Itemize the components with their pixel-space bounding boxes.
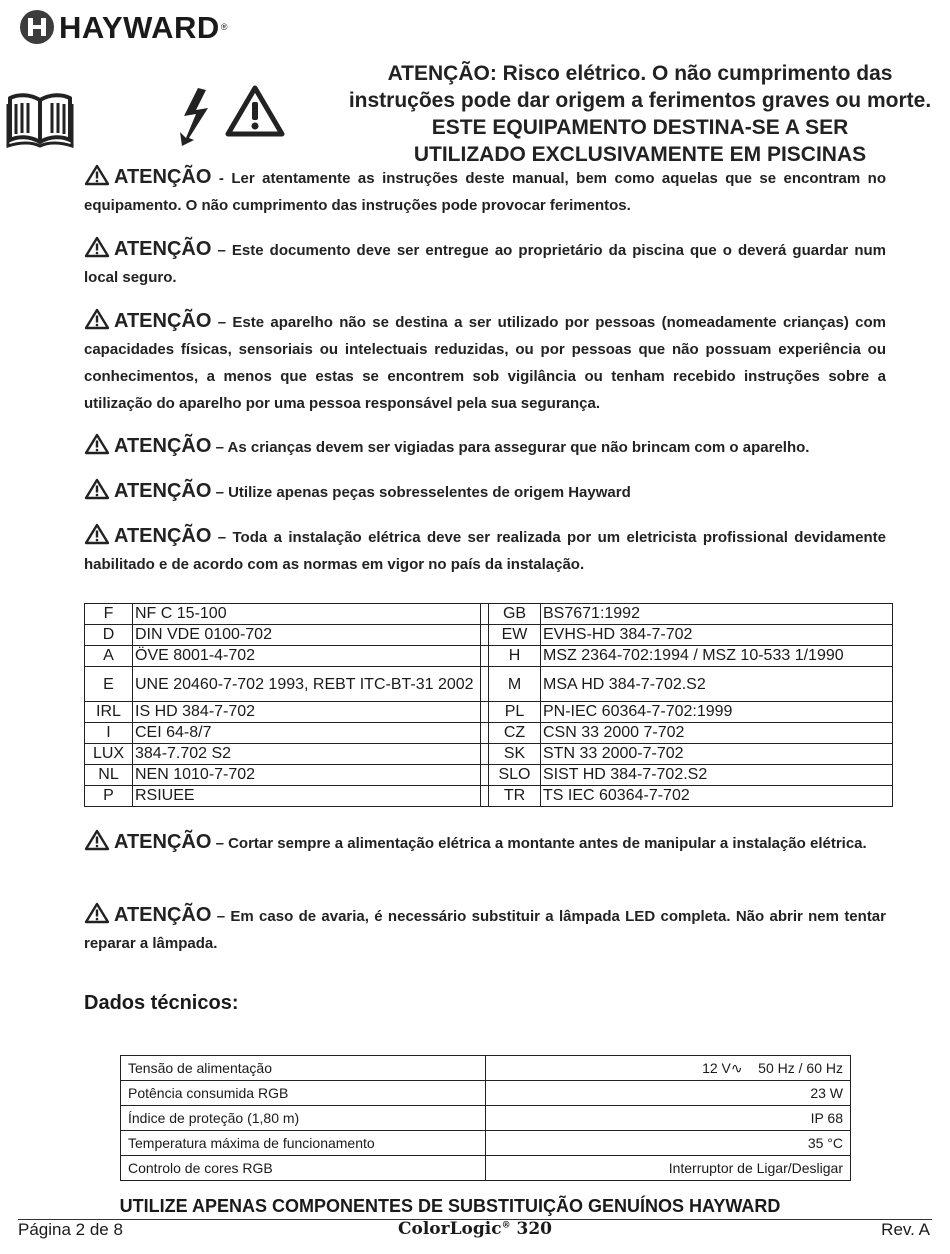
- tech-param: Tensão de alimentação: [121, 1056, 486, 1081]
- standard-ref: RSIUEE: [133, 786, 481, 807]
- standard-ref: CEI 64-8/7: [133, 723, 481, 744]
- tech-param: Índice de proteção (1,80 m): [121, 1106, 486, 1131]
- warning-lead: ATENÇÃO: [114, 310, 212, 332]
- tech-table: [120, 1055, 851, 1181]
- standard-ref: BS7671:1992: [541, 604, 893, 625]
- tech-value: 23 W: [486, 1081, 851, 1106]
- table-gap: [481, 667, 489, 702]
- country-code: D: [85, 625, 133, 646]
- warning-text: – Este documento deve ser entregue ao proprietário da piscina que o deverá guardar num local seguro.: [84, 242, 886, 286]
- warning-paragraph: [84, 829, 886, 857]
- table-row: [85, 765, 893, 786]
- tech-value: IP 68: [486, 1106, 851, 1131]
- warning-triangle-icon: [84, 478, 110, 500]
- standard-ref: MSZ 2364-702:1994 / MSZ 10-533 1/1990: [541, 646, 893, 667]
- country-code: P: [85, 786, 133, 807]
- table-row: [85, 702, 893, 723]
- electric-bolt-icon: [176, 86, 216, 148]
- warning-lead: ATENÇÃO: [114, 435, 212, 457]
- country-code: GB: [489, 604, 541, 625]
- warning-text: – As crianças devem ser vigiadas para assegurar que não brincam com o aparelho.: [211, 439, 810, 456]
- country-code: E: [85, 667, 133, 702]
- warning-text: – Este aparelho não se destina a ser utilizado por pessoas (nomeadamente crianças) com capacidades físicas, sensoriais ou intelectuais reduzidas, ou por pessoas que não possuam experiência ou conhecimentos, a menos que estas se encontrem sob vigilância ou tenham recebido instruções sobre a utilização do aparelho por uma pessoa responsável pela sua segurança.: [84, 314, 886, 412]
- country-code: CZ: [489, 723, 541, 744]
- country-code: TR: [489, 786, 541, 807]
- country-code: LUX: [85, 744, 133, 765]
- table-row: [121, 1106, 851, 1131]
- standard-ref: NEN 1010-7-702: [133, 765, 481, 786]
- warning-paragraph: [84, 902, 886, 957]
- tech-value: 35 °C: [486, 1131, 851, 1156]
- tech-heading: Dados técnicos:: [84, 992, 239, 1014]
- country-code: H: [489, 646, 541, 667]
- table-gap: [481, 744, 489, 765]
- revision: Rev. A: [881, 1220, 930, 1239]
- country-code: SK: [489, 744, 541, 765]
- country-code: SLO: [489, 765, 541, 786]
- warning-paragraph: [84, 236, 886, 291]
- table-gap: [481, 625, 489, 646]
- tech-value: Interruptor de Ligar/Desligar: [486, 1156, 851, 1181]
- warning-triangle-icon: [84, 308, 110, 330]
- standard-ref: DIN VDE 0100-702: [133, 625, 481, 646]
- table-row: [85, 604, 893, 625]
- warning-text: – Cortar sempre a alimentação elétrica a montante antes de manipular a instalação elétrica.: [211, 835, 867, 852]
- warning-triangle-icon: [84, 902, 110, 924]
- manual-book-icon: [6, 90, 74, 148]
- warning-lead: ATENÇÃO: [114, 480, 212, 502]
- table-row: [85, 744, 893, 765]
- standard-ref: MSA HD 384-7-702.S2: [541, 667, 893, 702]
- table-gap: [481, 723, 489, 744]
- standard-ref: TS IEC 60364-7-702: [541, 786, 893, 807]
- warning-triangle-icon: [224, 84, 286, 138]
- product-model: 320: [510, 1219, 553, 1239]
- country-code: F: [85, 604, 133, 625]
- warning-triangle-icon: [84, 236, 110, 258]
- standard-ref: PN-IEC 60364-7-702:1999: [541, 702, 893, 723]
- tech-param: Controlo de cores RGB: [121, 1156, 486, 1181]
- header-line-3: ESTE EQUIPAMENTO DESTINA-SE A SER: [431, 116, 849, 139]
- warning-lead: ATENÇÃO: [114, 904, 212, 926]
- country-code: IRL: [85, 702, 133, 723]
- table-row: [85, 646, 893, 667]
- tech-param: Temperatura máxima de funcionamento: [121, 1131, 486, 1156]
- hayward-logo: [20, 8, 227, 46]
- footer-note: UTILIZE APENAS COMPONENTES DE SUBSTITUIÇÃO GENUÍNOS HAYWARD: [119, 1196, 781, 1216]
- standard-ref: 384-7.702 S2: [133, 744, 481, 765]
- warning-paragraph: [84, 164, 886, 219]
- tech-value: 12 V∿ 50 Hz / 60 Hz: [486, 1056, 851, 1081]
- country-code: M: [489, 667, 541, 702]
- standard-ref: SIST HD 384-7-702.S2: [541, 765, 893, 786]
- tech-param: Potência consumida RGB: [121, 1081, 486, 1106]
- country-code: A: [85, 646, 133, 667]
- country-code: NL: [85, 765, 133, 786]
- logo-text: HAYWARD: [59, 9, 220, 45]
- warning-lead: ATENÇÃO: [114, 238, 212, 260]
- table-row: [85, 667, 893, 702]
- warning-text: – Utilize apenas peças sobresselentes de origem Hayward: [211, 484, 631, 501]
- warning-lead: ATENÇÃO: [114, 525, 212, 547]
- hayward-logo-icon: [20, 10, 54, 44]
- table-row: [121, 1056, 851, 1081]
- standard-ref: NF C 15-100: [133, 604, 481, 625]
- table-gap: [481, 765, 489, 786]
- standard-ref: CSN 33 2000 7-702: [541, 723, 893, 744]
- warning-paragraph: [84, 523, 886, 578]
- warning-lead: ATENÇÃO: [114, 166, 212, 188]
- warning-text: – Em caso de avaria, é necessário substituir a lâmpada LED completa. Não abrir nem tentar reparar a lâmpada.: [84, 908, 886, 952]
- table-gap: [481, 702, 489, 723]
- standard-ref: STN 33 2000-7-702: [541, 744, 893, 765]
- warning-triangle-icon: [84, 523, 110, 545]
- product-brand: ColorLogic: [397, 1219, 502, 1239]
- warning-text: – Toda a instalação elétrica deve ser realizada por um eletricista profissional devidamente habilitado e de acordo com as normas em vigor no país da instalação.: [84, 529, 886, 573]
- page-number: Página 2 de 8: [18, 1220, 123, 1239]
- product-reg: ®: [501, 1220, 511, 1231]
- warning-paragraph: [84, 478, 886, 506]
- standard-ref: UNE 20460-7-702 1993, REBT ITC-BT-31 2002: [133, 667, 481, 702]
- standard-ref: ÖVE 8001-4-702: [133, 646, 481, 667]
- country-code: EW: [489, 625, 541, 646]
- standard-ref: IS HD 384-7-702: [133, 702, 481, 723]
- standards-table: [84, 603, 893, 807]
- warning-paragraph: [84, 433, 886, 461]
- header-warning: [330, 60, 950, 168]
- table-gap: [481, 786, 489, 807]
- standard-ref: EVHS-HD 384-7-702: [541, 625, 893, 646]
- header-line-2: instruções pode dar origem a ferimentos graves ou morte.: [348, 89, 932, 112]
- logo-reg: ®: [220, 22, 228, 32]
- table-gap: [481, 646, 489, 667]
- warning-triangle-icon: [84, 164, 110, 186]
- table-gap: [481, 604, 489, 625]
- table-row: [85, 723, 893, 744]
- table-row: [121, 1081, 851, 1106]
- warning-text: - Ler atentamente as instruções deste manual, bem como aquelas que se encontram no equipamento. O não cumprimento das instruções pode provocar ferimentos.: [84, 170, 886, 214]
- header-line-1: ATENÇÃO: Risco elétrico. O não cumprimento das: [387, 62, 893, 85]
- warning-triangle-icon: [84, 433, 110, 455]
- header-line-4: UTILIZADO EXCLUSIVAMENTE EM PISCINAS: [413, 143, 867, 166]
- product-name: [0, 1219, 950, 1239]
- warning-lead: ATENÇÃO: [114, 831, 212, 853]
- table-row: [121, 1156, 851, 1181]
- warning-paragraph: [84, 308, 886, 417]
- table-row: [85, 625, 893, 646]
- country-code: I: [85, 723, 133, 744]
- table-row: [121, 1131, 851, 1156]
- table-row: [85, 786, 893, 807]
- country-code: PL: [489, 702, 541, 723]
- warning-triangle-icon: [84, 829, 110, 851]
